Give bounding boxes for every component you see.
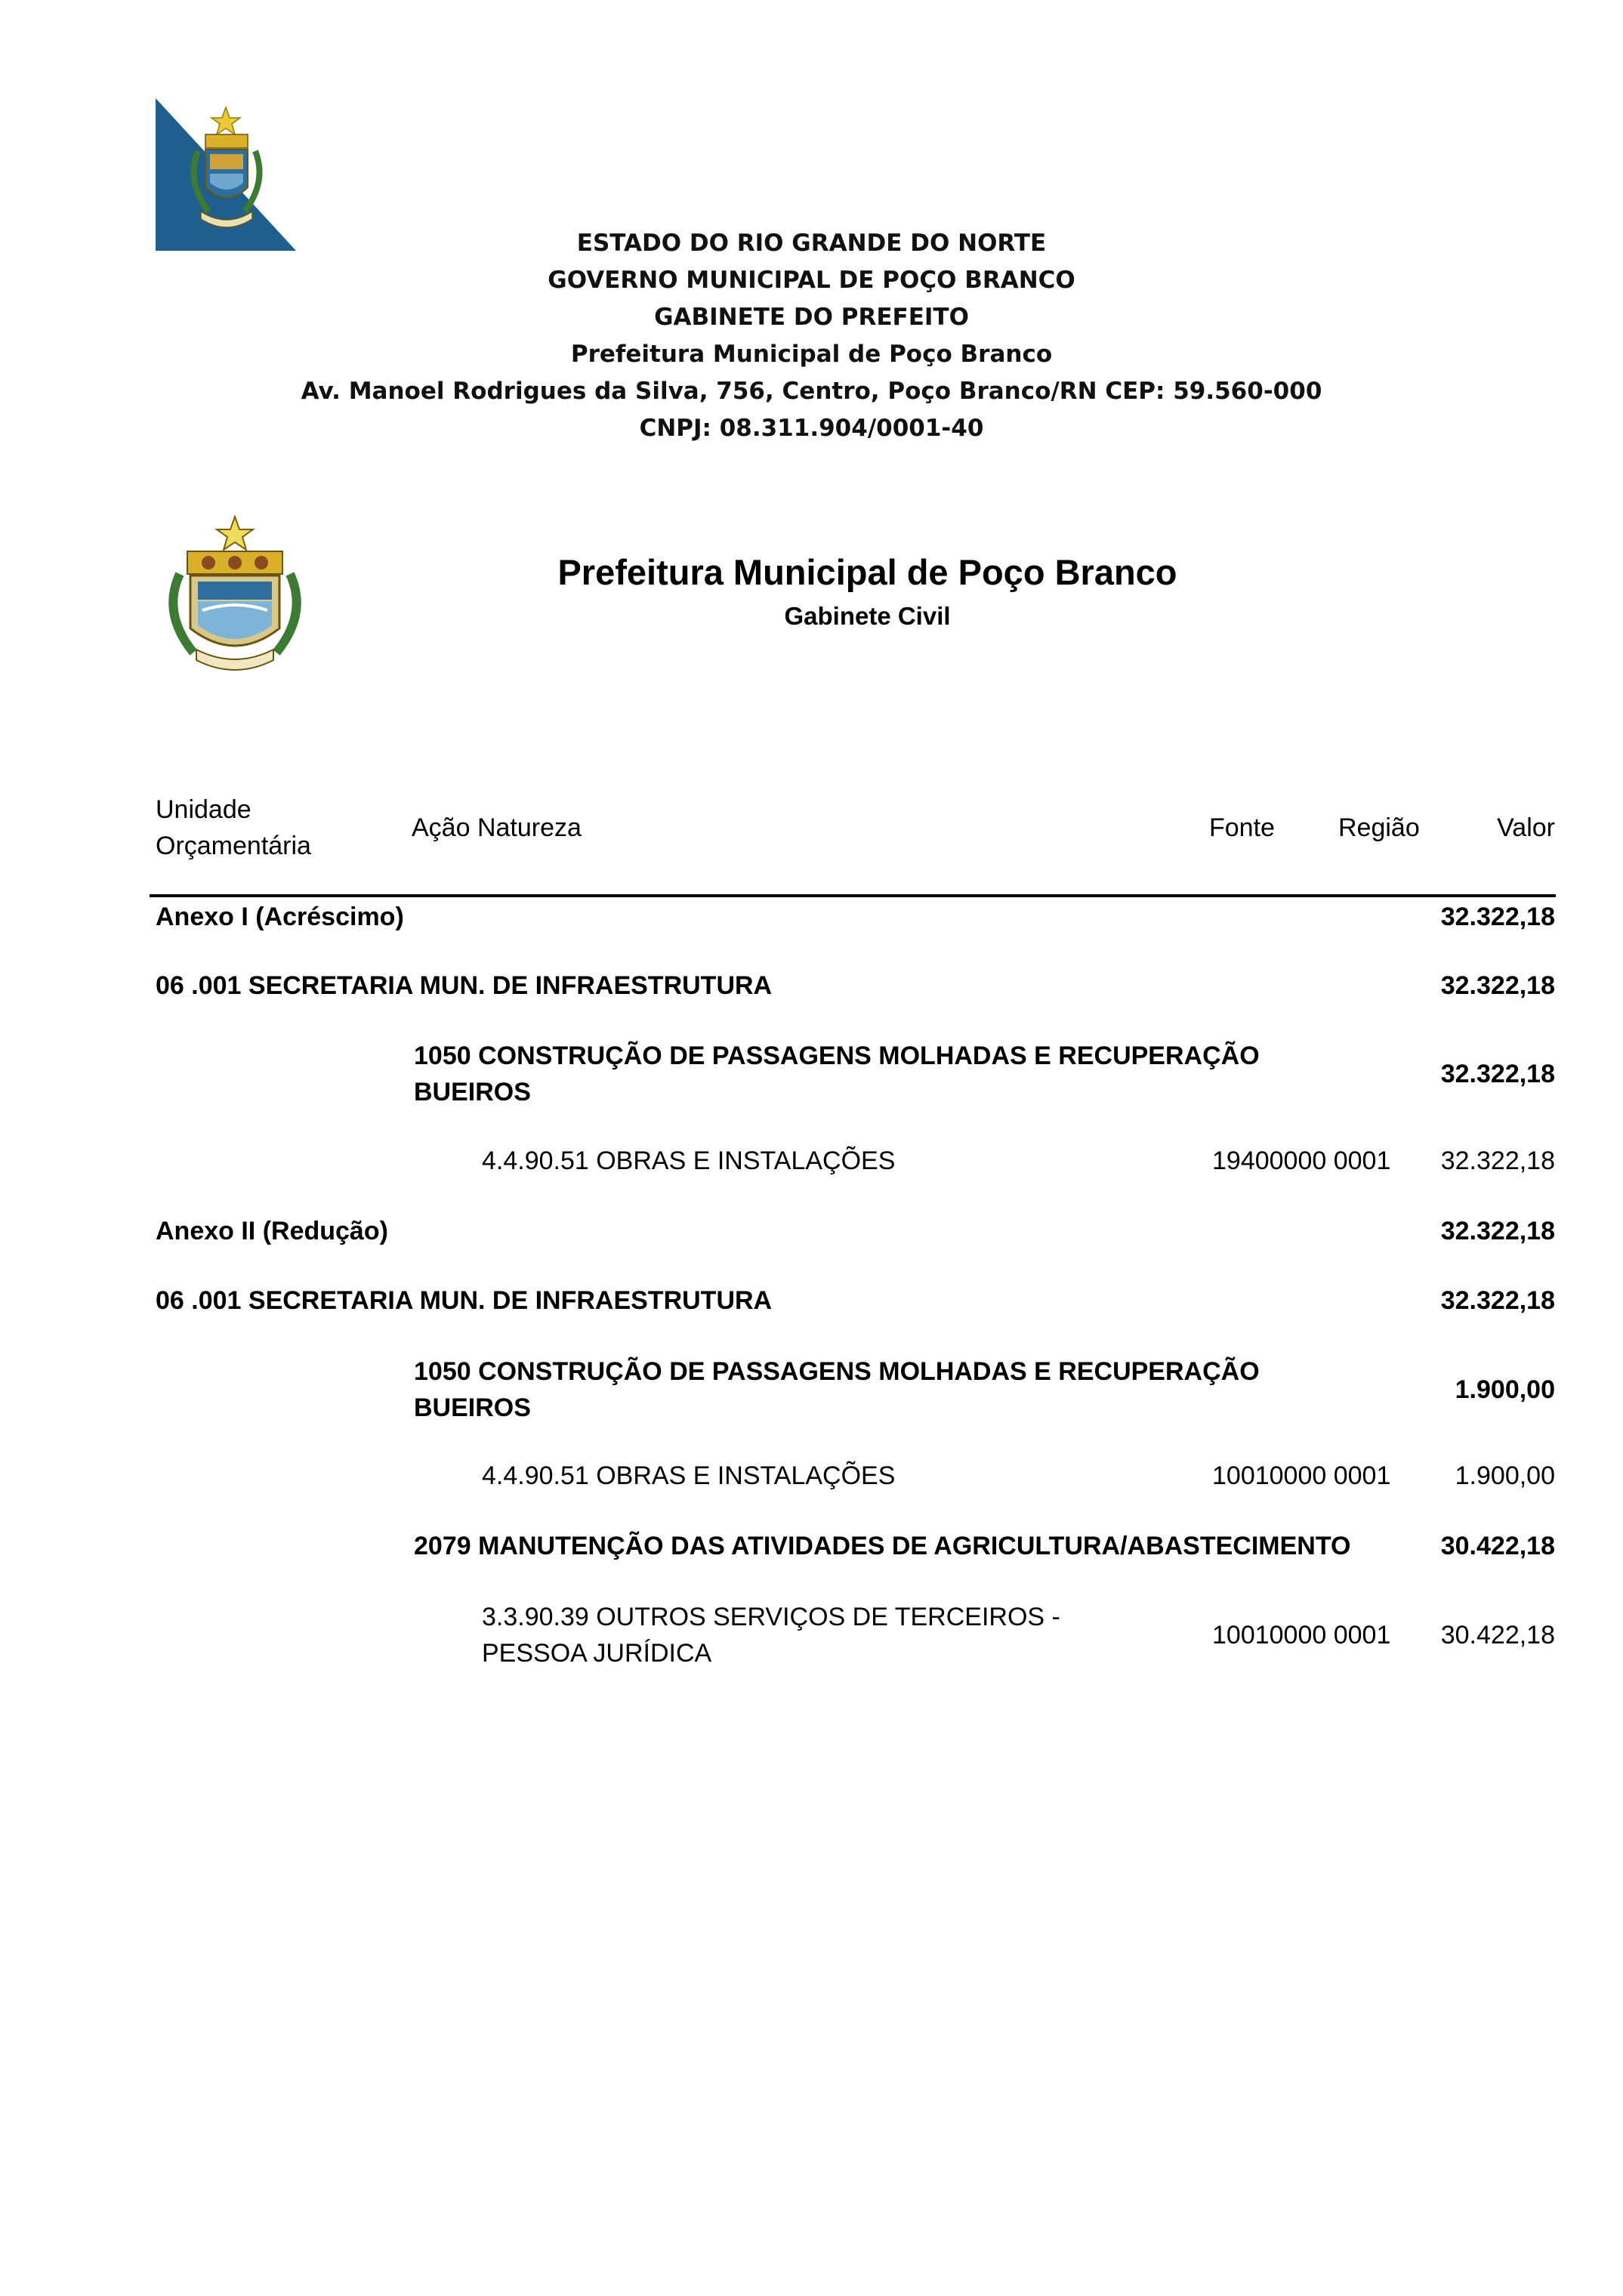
row-value: 1.900,00 xyxy=(1455,1375,1555,1404)
header-divider xyxy=(150,894,1556,897)
letterhead-cnpj: CNPJ: 08.311.904/0001-40 xyxy=(639,415,984,442)
row-label: 4.4.90.51 OBRAS E INSTALAÇÕES xyxy=(482,1146,896,1175)
row-value: 32.322,18 xyxy=(1440,1286,1555,1315)
row-label: 4.4.90.51 OBRAS E INSTALAÇÕES xyxy=(482,1461,896,1490)
letterhead-government: GOVERNO MUNICIPAL DE POÇO BRANCO xyxy=(548,267,1075,294)
letterhead-address: Av. Manoel Rodrigues da Silva, 756, Centro, Poço Branco/RN CEP: 59.560-000 xyxy=(301,378,1322,405)
column-header-valor: Valor xyxy=(1497,813,1555,842)
letterhead-office: GABINETE DO PREFEITO xyxy=(654,304,969,331)
row-label: 06 .001 SECRETARIA MUN. DE INFRAESTRUTURA xyxy=(156,1286,773,1315)
row-label-line2: BUEIROS xyxy=(414,1078,531,1106)
row-label-line1: 1050 CONSTRUÇÃO DE PASSAGENS MOLHADAS E RECUPERAÇÃO xyxy=(414,1357,1260,1386)
column-header-regiao: Região xyxy=(1338,813,1420,842)
row-value: 1.900,00 xyxy=(1455,1461,1555,1490)
letterhead-city-hall: Prefeitura Municipal de Poço Branco xyxy=(570,341,1053,368)
letterhead-state: ESTADO DO RIO GRANDE DO NORTE xyxy=(576,230,1047,257)
column-header-unidade-line2: Orçamentária xyxy=(156,832,311,860)
row-value: 32.322,18 xyxy=(1440,903,1555,931)
row-label-line2: BUEIROS xyxy=(414,1393,531,1422)
row-value: 32.322,18 xyxy=(1440,1217,1555,1245)
row-label: 06 .001 SECRETARIA MUN. DE INFRAESTRUTURA xyxy=(156,971,773,1000)
column-header-acao: Ação Natureza xyxy=(412,813,582,842)
row-label: 2079 MANUTENÇÃO DAS ATIVIDADES DE AGRICULTURA/ABASTECIMENTO xyxy=(414,1532,1351,1560)
row-source: 19400000 0001 xyxy=(1212,1146,1391,1175)
row-value: 30.422,18 xyxy=(1440,1621,1555,1649)
column-header-unidade-line1: Unidade xyxy=(156,795,251,824)
row-source: 10010000 0001 xyxy=(1212,1461,1391,1490)
row-label-line1: 3.3.90.39 OUTROS SERVIÇOS DE TERCEIROS - xyxy=(482,1603,1060,1631)
row-value: 32.322,18 xyxy=(1440,1146,1555,1175)
document-title: Prefeitura Municipal de Poço Branco xyxy=(557,552,1177,592)
row-value: 32.322,18 xyxy=(1440,1060,1555,1088)
row-label-line1: 1050 CONSTRUÇÃO DE PASSAGENS MOLHADAS E RECUPERAÇÃO xyxy=(414,1042,1260,1070)
row-label: Anexo I (Acréscimo) xyxy=(156,903,404,931)
row-label-line2: PESSOA JURÍDICA xyxy=(482,1639,712,1668)
municipal-coat-of-arms xyxy=(157,515,313,674)
row-source: 10010000 0001 xyxy=(1212,1621,1391,1649)
row-value: 30.422,18 xyxy=(1440,1532,1555,1560)
row-value: 32.322,18 xyxy=(1440,971,1555,1000)
column-header-fonte: Fonte xyxy=(1209,813,1275,842)
letterhead xyxy=(0,225,1623,447)
column-header-unidade xyxy=(156,792,311,864)
document-subtitle: Gabinete Civil xyxy=(784,602,951,630)
row-label: Anexo II (Redução) xyxy=(156,1217,388,1245)
